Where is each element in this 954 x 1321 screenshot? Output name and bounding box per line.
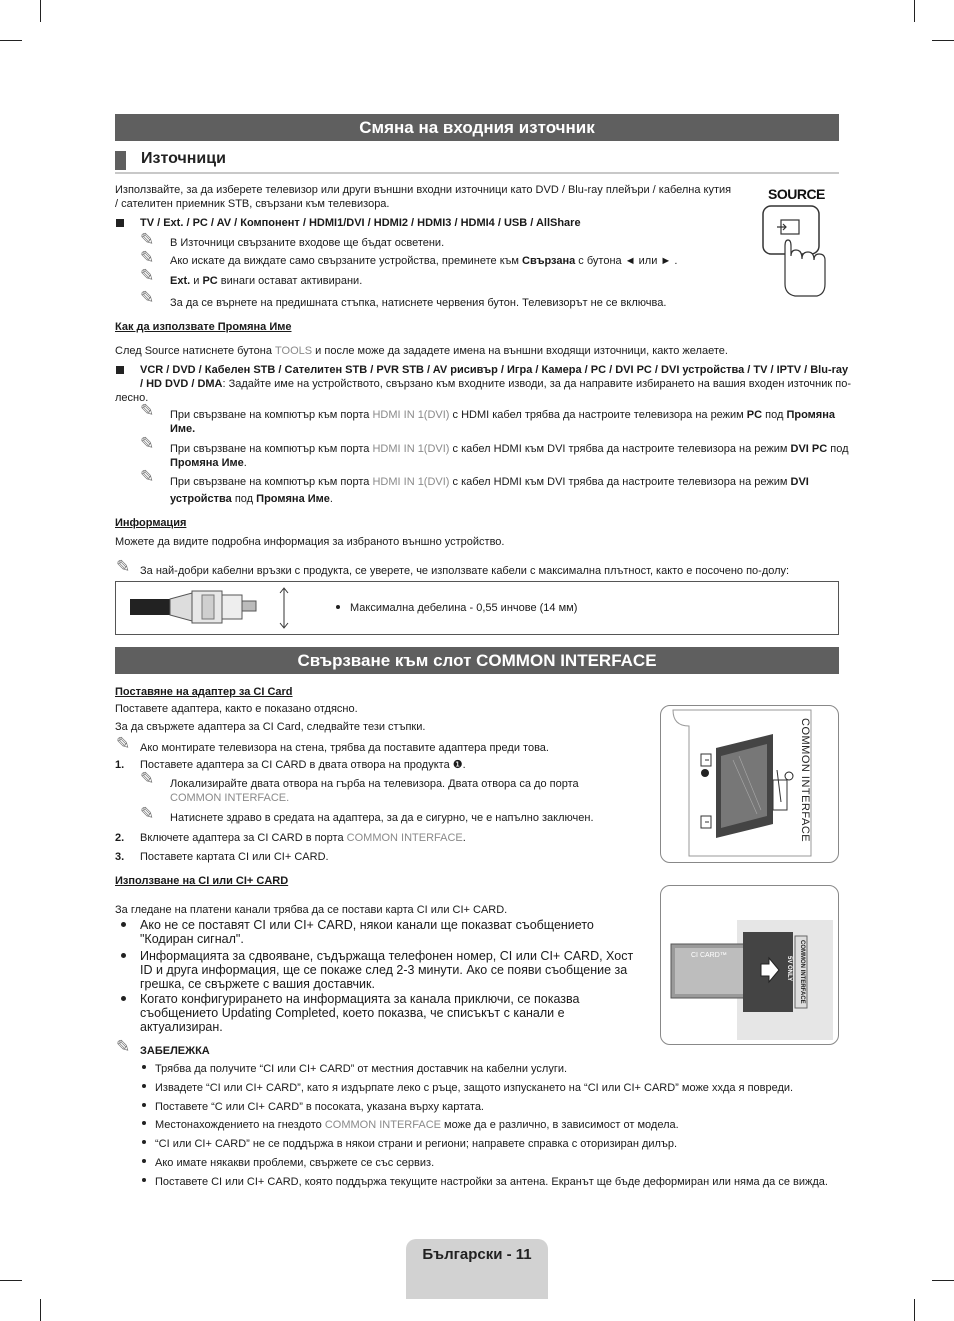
note-item: Трябва да получите “CI или CI+ CARD” от местния доставчик на кабелни услуги.	[155, 1063, 568, 1075]
adapter-text: За да свържете адаптера за CI Card, следвайте тези стъпки.	[115, 721, 426, 733]
adapter-diagram	[660, 705, 839, 863]
adapter-note: Ако монтирате телевизора на стена, трябва да поставите адаптера преди това.	[140, 742, 549, 754]
bullet-dot	[121, 922, 126, 927]
step-text: Поставете адаптера за CI CARD в двата отвора на продукта ❶.	[140, 759, 466, 771]
bullet-dot	[121, 996, 126, 1001]
bullet-square	[116, 366, 124, 374]
cable-box	[115, 581, 839, 635]
info-heading: Информация	[115, 517, 187, 529]
note-text: Локализирайте двата отвора на гърба на телевизора. Двата отвора са до порта	[170, 778, 579, 790]
note-text: Ако искате да виждате само свързаните устройства, преминете към Свързана с бутона ◄ или ► .	[170, 255, 678, 267]
note-text: В Източници свързаните входове ще бъдат осветени.	[170, 237, 445, 249]
bullet-dot	[336, 605, 340, 609]
note-text: Промяна Име.	[170, 457, 247, 469]
cable-note: За най-добри кабелни връзки с продукта, се уверете, че използвате кабели с максимална плътност, както е посочено по-долу:	[140, 565, 790, 577]
note-heading: ЗАБЕЛЕЖКА	[140, 1045, 210, 1057]
sources-list: TV / Ext. / PC / AV / Компонент / HDMI1/DVI / HDMI2 / HDMI3 / HDMI4 / USB / AllShare	[140, 217, 581, 229]
bullet-dot	[142, 1178, 146, 1182]
step-text: Включете адаптера за CI CARD в порта COMMON INTERFACE.	[140, 832, 466, 844]
note-text: За да се върнете на предишната стъпка, натиснете червения бутон. Телевизорът не се включва.	[170, 297, 667, 309]
ci-card-illustration	[661, 886, 838, 1044]
note-text: При свързване на компютър към порта HDMI IN 1(DVI) с HDMI кабел трябва да настроите телевизора на режим PC под Промяна	[170, 409, 835, 421]
bullet-dot	[142, 1084, 146, 1088]
adapter-heading: Поставяне на адаптер за CI Card	[115, 686, 293, 698]
note-text: устройства под Промяна Име.	[170, 493, 333, 505]
rename-text: След Source натиснете бутона TOOLS и после може да зададете имена на външни входящи източници, както желаете.	[115, 345, 728, 357]
source-button-illustration	[755, 184, 835, 299]
step-number: 1.	[115, 759, 125, 771]
bullet-dot	[142, 1121, 146, 1125]
adapter-text: Поставете адаптера, както е показано отдясно.	[115, 703, 358, 715]
pencil-note-icon: ✎	[116, 1037, 131, 1056]
note-item: Местонахождението на гнездото COMMON INTERFACE може да е различно, в зависимост от модела.	[155, 1119, 679, 1131]
heading-bar	[115, 151, 126, 170]
hand-press-icon	[755, 184, 835, 299]
bullet-dot	[142, 1140, 146, 1144]
bullet-dot	[142, 1065, 146, 1069]
page-number-tab	[406, 1239, 548, 1299]
note-item: Ако имате някакви проблеми, свържете се със сервиз.	[155, 1157, 435, 1169]
step-number: 3.	[115, 851, 125, 863]
bullet-text: Информацията за сдвояване, съдържаща телефонен номер, CI или CI+ CARD, Хост ID и друга информация, ще се покаже след 2-3 минути. Ако се появи съобщение за грешка, се свържете с вашия доставчик.	[140, 949, 634, 991]
pencil-note-icon: ✎	[140, 769, 155, 788]
cable-illustration	[130, 583, 310, 633]
section-title: Свързване към слот COMMON INTERFACE	[115, 647, 839, 674]
bullet-text: Когато конфигурирането на информацията за канала приключи, се показва съобщението Updating Completed, което показва, че списъкът с канали е актуализиран.	[140, 992, 580, 1034]
intro-line: / сателитен приемник STB, свързани към телевизора.	[115, 198, 390, 210]
devices-text: лесно.	[115, 392, 149, 404]
pencil-note-icon: ✎	[140, 401, 155, 420]
slot-label: 5V ONLY	[786, 956, 792, 982]
crop-mark	[932, 1280, 954, 1281]
crop-mark	[914, 0, 915, 22]
card-diagram	[660, 885, 839, 1045]
pencil-note-icon: ✎	[140, 248, 155, 267]
section-title: Смяна на входния източник	[115, 114, 839, 141]
bullet-dot	[142, 1159, 146, 1163]
pencil-note-icon: ✎	[140, 266, 155, 285]
crop-mark	[932, 40, 954, 41]
pencil-note-icon: ✎	[140, 804, 155, 823]
card-label: CI CARD™	[691, 952, 727, 959]
cable-max-text: Максимална дебелина - 0,55 инчове (14 мм)	[350, 602, 578, 614]
subsection-heading	[115, 148, 839, 174]
intro-line: Използвайте, за да изберете телевизор или други външни входни източници като DVD / Blu-ray плейъри / кабелна кутия	[115, 184, 732, 196]
note-text: Име.	[170, 423, 196, 435]
note-text: При свързване на компютър към порта HDMI IN 1(DVI) с кабел HDMI към DVI трябва да настроите телевизора на режим DVI PC под	[170, 443, 849, 455]
pencil-note-icon: ✎	[140, 230, 155, 249]
devices-list: VCR / DVD / Кабелен STB / Сателитен STB / PVR STB / AV рисивър / Игра / Камера / PC / DVI PC / DVI устройства / TV / IPTV / Blu-ray	[140, 364, 849, 376]
info-text: Можете да видите подробна информация за избраното външно устройство.	[115, 536, 505, 548]
note-item: Поставете CI или CI+ CARD, която поддържа текущите настройки за антена. Екранът ще бъде деформиран или няма да се вижда.	[155, 1176, 828, 1188]
note-item: “CI или CI+ CARD” не се поддържа в някои страни и региони; направете справка с оторизиран дилър.	[155, 1138, 678, 1150]
note-item: Поставете “C или CI+ CARD” в посоката, указана върху картата.	[155, 1101, 484, 1113]
step-text: Поставете картата CI или CI+ CARD.	[140, 851, 329, 863]
page-number: Български - 11	[422, 1246, 532, 1263]
ci-adapter-illustration	[661, 706, 838, 862]
subsection-title: Източници	[141, 150, 226, 167]
note-text: Ext. и PC винаги остават активирани.	[170, 275, 363, 287]
pencil-note-icon: ✎	[140, 467, 155, 486]
slot-label: COMMON INTERFACE	[799, 940, 805, 1004]
note-text: При свързване на компютър към порта HDMI IN 1(DVI) с кабел HDMI към DVI трябва да настроите телевизора на режим DVI	[170, 476, 809, 488]
devices-text: / HD DVD / DMA: Задайте име на устройството, свързано към входните изводи, за да направите избирането на вашия входен източник по-	[140, 378, 851, 390]
bullet-dot	[121, 953, 126, 958]
source-label: SOURCE	[768, 186, 825, 202]
crop-mark	[0, 40, 22, 41]
use-intro: За гледане на платени канали трябва да се постави карта CI или CI+ CARD.	[115, 904, 508, 916]
note-text: COMMON INTERFACE.	[170, 792, 290, 804]
bullet-text: Ако не се поставят CI или CI+ CARD, някои канали ще показват съобщението "Кодиран сигнал".	[140, 918, 594, 946]
pencil-note-icon: ✎	[116, 734, 131, 753]
pencil-note-icon: ✎	[140, 434, 155, 453]
step-number: 2.	[115, 832, 125, 844]
rename-heading: Как да използвате Промяна Име	[115, 321, 292, 333]
note-item: Извадете “CI или CI+ CARD”, като я издърпате леко с ръце, защото изпускането на “CI или CI+ CARD” може хxда я повреди.	[155, 1082, 794, 1094]
ci-vertical-label: COMMON INTERFACE	[799, 718, 811, 843]
crop-mark	[40, 1299, 41, 1321]
crop-mark	[0, 1280, 22, 1281]
use-heading: Използване на CI или CI+ CARD	[115, 875, 289, 887]
pencil-note-icon: ✎	[140, 288, 155, 307]
bullet-square	[116, 219, 124, 227]
crop-mark	[40, 0, 41, 22]
crop-mark	[914, 1299, 915, 1321]
note-text: Натиснете здраво в средата на адаптера, за да е сигурно, че е напълно заключен.	[170, 812, 594, 824]
pencil-note-icon: ✎	[116, 557, 131, 576]
bullet-dot	[142, 1103, 146, 1107]
